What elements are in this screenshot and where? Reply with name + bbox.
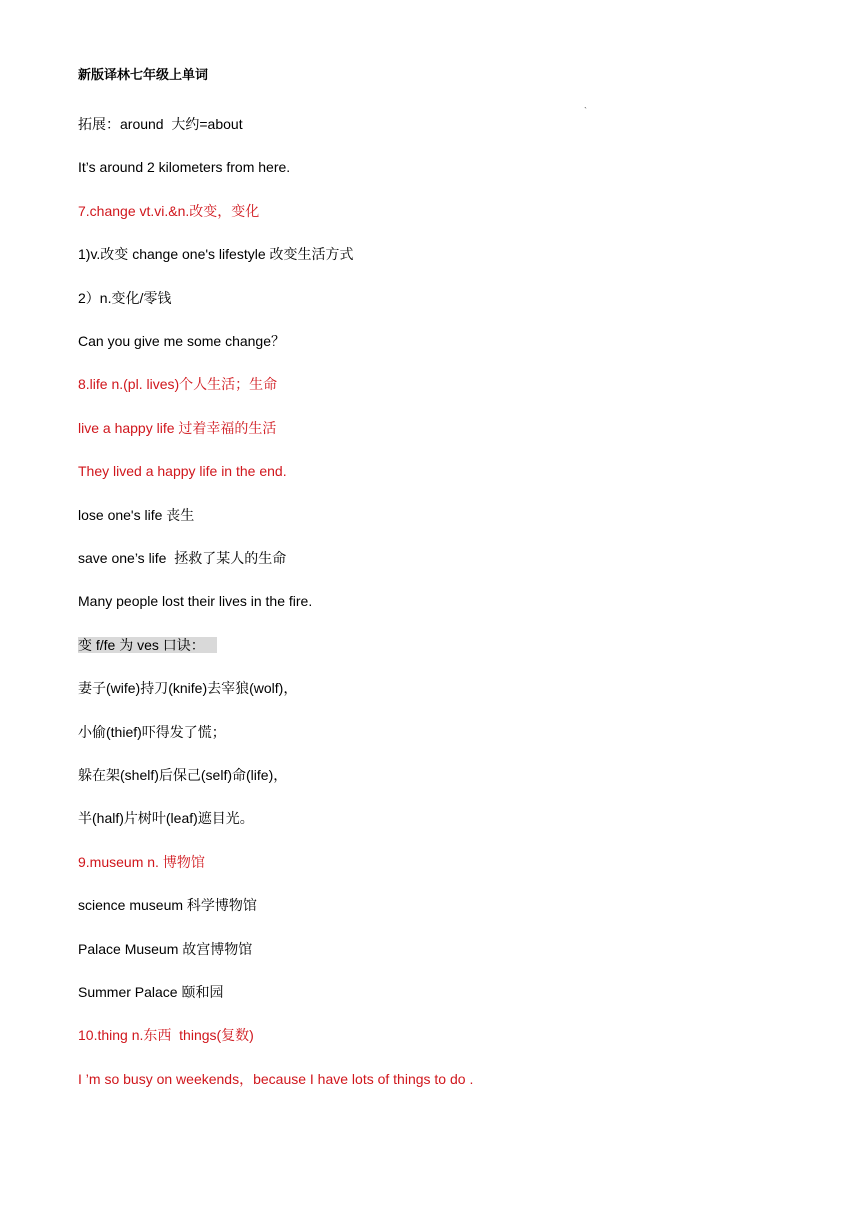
line-text: 1)v.改变 change one's lifestyle 改变生活方式 [78,246,354,263]
line-text: Can you give me some change？ [78,333,285,349]
line-text: 2）n.变化/零钱 [78,289,172,306]
text-line [78,200,259,222]
text-line [78,330,285,352]
text-line [78,1024,254,1046]
line-text: It’s around 2 kilometers from here. [78,159,291,176]
line-text: save one’s life 拯救了某人的生命 [78,550,287,566]
text-line [78,721,226,743]
text-line [78,981,223,1003]
text-line [78,634,217,656]
text-line [78,373,277,395]
text-line [78,460,287,482]
line-text: 半(half)片树叶(leaf)遮目光。 [78,810,254,827]
text-line [78,243,354,265]
line-text: 小偷(thief)吓得发了慌； [78,723,226,740]
text-line [78,590,312,612]
text-line [78,894,257,916]
text-line [78,417,276,439]
line-text: 妻子(wife)持刀(knife)去宰狼(wolf)， [78,680,298,697]
line-text: lose one's life 丧生 [78,506,195,523]
corner-mark: ` [584,106,587,116]
text-line [78,851,205,873]
line-text: Palace Museum 故宫博物馆 [78,940,253,957]
line-text: Summer Palace 颐和园 [78,984,224,1000]
line-text: 拓展：around 大约=about [78,116,243,132]
text-line [78,764,287,786]
text-line [78,938,252,960]
text-line [78,547,286,569]
line-text: 9.museum n. 博物馆 [78,853,205,870]
line-text: I ’m so busy on weekends，because I have lots of things to do . [78,1070,474,1087]
line-text: 躲在架(shelf)后保己(self)命(life)， [78,767,288,783]
line-text: Many people lost their lives in the fire. [78,593,313,610]
text-line [78,156,290,178]
line-text: 8.life n.(pl. lives)个人生活；生命 [78,376,278,393]
line-text: science museum 科学博物馆 [78,897,257,914]
highlighted-text: 变 f/fe 为 ves 口诀： [78,637,217,653]
line-text: 10.thing n.东西 things(复数) [78,1027,254,1044]
line-text: They lived a happy life in the end. [78,463,287,480]
text-line [78,504,194,526]
text-line [78,677,297,699]
text-line [78,113,243,135]
line-text: 7.change vt.vi.&n.改变，变化 [78,202,260,219]
text-line [78,287,171,309]
line-text: live a happy life 过着幸福的生活 [78,419,277,436]
text-line [78,807,254,829]
text-line [78,1068,473,1090]
page-title: 新版译林七年级上单词 [78,67,209,82]
